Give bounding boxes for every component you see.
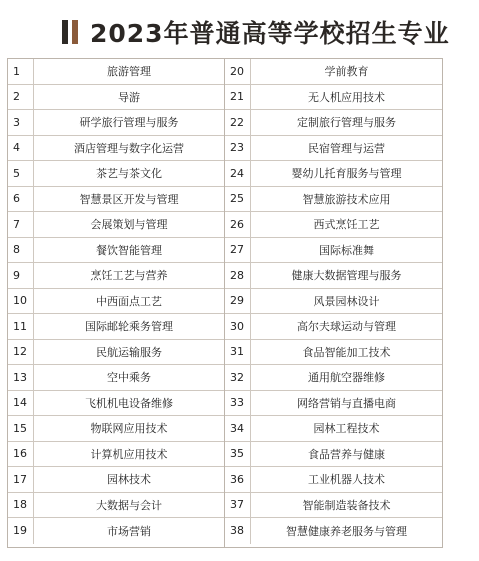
table-left-column xyxy=(8,59,225,547)
major-name: 智慧景区开发与管理 xyxy=(79,192,179,206)
major-name: 食品智能加工技术 xyxy=(302,345,391,359)
table-row xyxy=(225,289,442,315)
row-number: 8 xyxy=(8,238,34,263)
row-number: 20 xyxy=(225,59,251,84)
major-name: 中西面点工艺 xyxy=(96,294,162,308)
row-number: 28 xyxy=(225,263,251,288)
table-row xyxy=(225,493,442,519)
row-number: 24 xyxy=(225,161,251,186)
major-name: 高尔夫球运动与管理 xyxy=(297,320,396,334)
major-name: 工业机器人技术 xyxy=(308,473,385,487)
table-row xyxy=(8,85,224,111)
table-row xyxy=(225,85,442,111)
major-name: 物联网应用技术 xyxy=(90,422,168,436)
table-row xyxy=(8,110,224,136)
row-number: 11 xyxy=(8,314,34,339)
row-number: 3 xyxy=(8,110,34,135)
row-number: 6 xyxy=(8,187,34,212)
table-row xyxy=(8,391,224,417)
table-row xyxy=(8,493,224,519)
table-row xyxy=(225,467,442,493)
row-number: 13 xyxy=(8,365,34,390)
row-number: 19 xyxy=(8,518,34,544)
major-name: 计算机应用技术 xyxy=(90,447,168,461)
table-row xyxy=(225,59,442,85)
row-number: 36 xyxy=(225,467,251,492)
table-row xyxy=(8,136,224,162)
page-title: 2023年普通高等学校招生专业 xyxy=(90,19,450,48)
table-row xyxy=(8,238,224,264)
row-number: 33 xyxy=(225,391,251,416)
row-number: 16 xyxy=(8,442,34,467)
title-decoration xyxy=(62,20,78,44)
row-number: 14 xyxy=(8,391,34,416)
decor-bar-brown xyxy=(72,20,78,44)
table-row xyxy=(8,289,224,315)
table-row xyxy=(225,518,442,544)
row-number: 22 xyxy=(225,110,251,135)
table-row xyxy=(8,161,224,187)
table-row xyxy=(8,59,224,85)
table-row xyxy=(225,442,442,468)
major-name: 飞机机电设备维修 xyxy=(85,396,173,410)
table-row xyxy=(8,187,224,213)
major-name: 风景园林设计 xyxy=(313,294,380,308)
major-name: 烹饪工艺与营养 xyxy=(90,269,168,283)
row-number: 2 xyxy=(8,85,34,110)
major-name: 酒店管理与数字化运营 xyxy=(74,141,184,155)
row-number: 23 xyxy=(225,136,251,161)
row-number: 15 xyxy=(8,416,34,441)
table-row xyxy=(225,110,442,136)
table-row xyxy=(225,365,442,391)
row-number: 25 xyxy=(225,187,251,212)
majors-table xyxy=(7,58,443,548)
table-row xyxy=(8,212,224,238)
row-number: 18 xyxy=(8,493,34,518)
table-row xyxy=(225,340,442,366)
major-name: 大数据与会计 xyxy=(96,498,162,512)
major-name: 婴幼儿托育服务与管理 xyxy=(291,167,402,181)
major-name: 园林技术 xyxy=(107,473,151,487)
row-number: 21 xyxy=(225,85,251,110)
row-number: 29 xyxy=(225,289,251,314)
row-number: 37 xyxy=(225,493,251,518)
major-name: 研学旅行管理与服务 xyxy=(79,116,179,130)
row-number: 34 xyxy=(225,416,251,441)
major-name: 无人机应用技术 xyxy=(308,90,385,104)
major-name: 民航运输服务 xyxy=(96,345,162,359)
table-row xyxy=(8,467,224,493)
table-row xyxy=(225,314,442,340)
table-row xyxy=(225,238,442,264)
table-row xyxy=(8,442,224,468)
page-header xyxy=(0,0,479,52)
table-row xyxy=(225,187,442,213)
table-row xyxy=(8,416,224,442)
decor-bar-dark xyxy=(62,20,68,44)
table-right-column xyxy=(225,59,442,547)
table-row xyxy=(225,391,442,417)
major-name: 茶艺与茶文化 xyxy=(96,167,162,181)
major-name: 民宿管理与运营 xyxy=(308,141,385,155)
table-row xyxy=(8,365,224,391)
major-name: 园林工程技术 xyxy=(313,422,380,436)
major-name: 智慧旅游技术应用 xyxy=(302,192,391,206)
row-number: 1 xyxy=(8,59,34,84)
row-number: 17 xyxy=(8,467,34,492)
row-number: 26 xyxy=(225,212,251,237)
major-name: 国际邮轮乘务管理 xyxy=(85,320,173,334)
major-name: 学前教育 xyxy=(324,65,369,79)
major-name: 网络营销与直播电商 xyxy=(297,396,396,410)
major-name: 通用航空器维修 xyxy=(308,371,385,385)
major-name: 智能制造装备技术 xyxy=(302,498,391,512)
row-number: 10 xyxy=(8,289,34,314)
table-row xyxy=(8,340,224,366)
row-number: 35 xyxy=(225,442,251,467)
row-number: 27 xyxy=(225,238,251,263)
major-name: 国际标准舞 xyxy=(319,243,374,257)
major-name: 定制旅行管理与服务 xyxy=(297,116,396,130)
table-row xyxy=(8,263,224,289)
major-name: 餐饮智能管理 xyxy=(96,243,162,257)
row-number: 7 xyxy=(8,212,34,237)
table-row xyxy=(225,136,442,162)
row-number: 32 xyxy=(225,365,251,390)
major-name: 西式烹饪工艺 xyxy=(313,218,380,232)
row-number: 9 xyxy=(8,263,34,288)
table-row xyxy=(225,212,442,238)
row-number: 4 xyxy=(8,136,34,161)
major-name: 导游 xyxy=(118,90,140,104)
row-number: 31 xyxy=(225,340,251,365)
row-number: 12 xyxy=(8,340,34,365)
major-name: 旅游管理 xyxy=(107,65,151,79)
row-number: 38 xyxy=(225,518,251,544)
row-number: 5 xyxy=(8,161,34,186)
major-name: 智慧健康养老服务与管理 xyxy=(286,524,407,538)
major-name: 空中乘务 xyxy=(107,371,151,385)
major-name: 食品营养与健康 xyxy=(308,447,385,461)
major-name: 健康大数据管理与服务 xyxy=(291,269,402,283)
major-name: 市场营销 xyxy=(107,524,151,538)
table-row xyxy=(8,314,224,340)
table-row xyxy=(8,518,224,544)
major-name: 会展策划与管理 xyxy=(90,218,168,232)
row-number: 30 xyxy=(225,314,251,339)
table-row xyxy=(225,416,442,442)
table-row xyxy=(225,263,442,289)
table-row xyxy=(225,161,442,187)
